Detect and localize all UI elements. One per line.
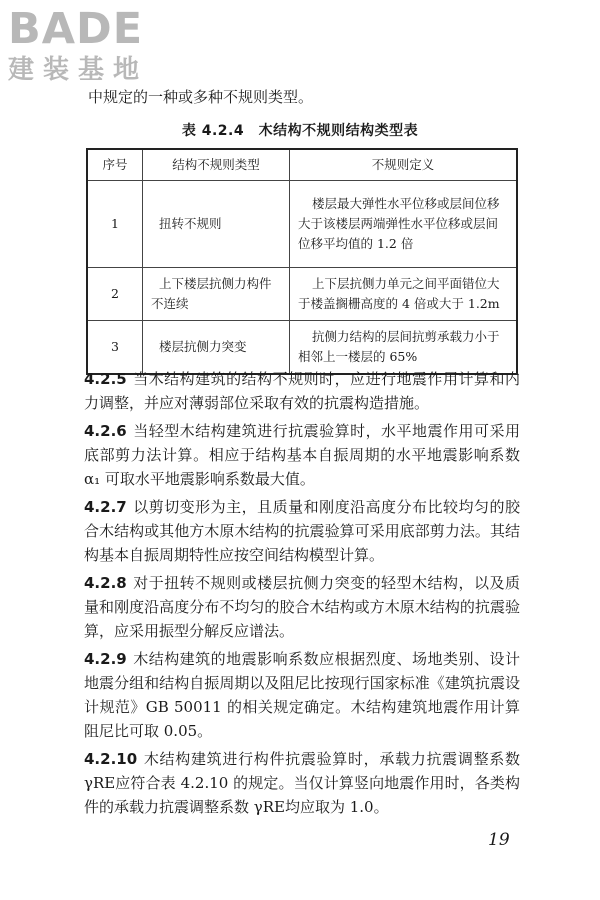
row-definition: 抗侧力结构的层间抗剪承载力小于相邻上一楼层的 65% bbox=[290, 321, 518, 375]
table-title: 表 4.2.4 木结构不规则结构类型表 bbox=[181, 123, 419, 139]
row-type: 上下楼层抗侧力构件不连续 bbox=[143, 268, 290, 321]
row-no: 1 bbox=[87, 181, 143, 268]
table-row bbox=[87, 268, 517, 321]
clause-number: 4.2.6 bbox=[84, 422, 127, 440]
row-definition: 楼层最大弹性水平位移或层间位移大于该楼层两端弹性水平位移或层间位移平均值的 1.2 倍 bbox=[290, 181, 518, 268]
clause-number: 4.2.10 bbox=[84, 750, 138, 768]
clause-text: 对于扭转不规则或楼层抗侧力突变的轻型木结构，以及质量和刚度沿高度分布不均匀的胶合木结构或方木原木结构的抗震验算，应采用振型分解反应谱法。 bbox=[84, 574, 520, 640]
page-number: 19 bbox=[488, 830, 510, 850]
watermark-brand: BADE bbox=[8, 4, 144, 54]
clause-text: 以剪切变形为主，且质量和刚度沿高度分布比较均匀的胶合木结构或其他方木原木结构的抗震验算可采用底部剪力法。其结构基本自振周期特性应按空间结构模型计算。 bbox=[84, 498, 520, 564]
clause-number: 4.2.7 bbox=[84, 498, 127, 516]
clause bbox=[84, 419, 520, 491]
table-header-row bbox=[87, 149, 517, 181]
irregularity-table bbox=[86, 148, 518, 375]
clause-text: 当轻型木结构建筑进行抗震验算时，水平地震作用可采用底部剪力法计算。相应于结构基本自振周期的水平地震影响系数 α₁ 可取水平地震影响系数最大值。 bbox=[84, 422, 520, 488]
clause bbox=[84, 495, 520, 567]
row-definition: 上下层抗侧力单元之间平面错位大于楼盖搁栅高度的 4 倍或大于 1.2m bbox=[290, 268, 518, 321]
clause bbox=[84, 747, 520, 819]
header-definition: 不规则定义 bbox=[290, 149, 518, 181]
table-row bbox=[87, 181, 517, 268]
clause-number: 4.2.9 bbox=[84, 650, 127, 668]
row-type: 楼层抗侧力突变 bbox=[143, 321, 290, 375]
row-type: 扭转不规则 bbox=[143, 181, 290, 268]
watermark-logo bbox=[8, 4, 183, 86]
row-no: 2 bbox=[87, 268, 143, 321]
watermark-subtitle: 建装基地 bbox=[8, 55, 149, 85]
row-no: 3 bbox=[87, 321, 143, 375]
header-type: 结构不规则类型 bbox=[143, 149, 290, 181]
clause bbox=[84, 571, 520, 643]
clauses-section bbox=[84, 367, 520, 823]
clause-number: 4.2.8 bbox=[84, 574, 127, 592]
clause-number: 4.2.5 bbox=[84, 370, 127, 388]
table-row bbox=[87, 321, 517, 375]
clause-text: 木结构建筑的地震影响系数应根据烈度、场地类别、设计地震分组和结构自振周期以及阻尼比按现行国家标准《建筑抗震设计规范》GB 50011 的相关规定确定。木结构建筑地震作用计算阻尼比可取 0.05。 bbox=[84, 650, 520, 740]
clause bbox=[84, 647, 520, 743]
clause-text: 木结构建筑进行构件抗震验算时，承载力抗震调整系数 γRE应符合表 4.2.10 的规定。当仅计算竖向地震作用时，各类构件的承载力抗震调整系数 γRE均应取为 1.0。 bbox=[84, 750, 520, 816]
clause bbox=[84, 367, 520, 415]
header-no: 序号 bbox=[87, 149, 143, 181]
intro-text: 中规定的一种或多种不规则类型。 bbox=[88, 88, 314, 106]
clause-text: 当木结构建筑的结构不规则时，应进行地震作用计算和内力调整，并应对薄弱部位采取有效的抗震构造措施。 bbox=[84, 370, 520, 412]
